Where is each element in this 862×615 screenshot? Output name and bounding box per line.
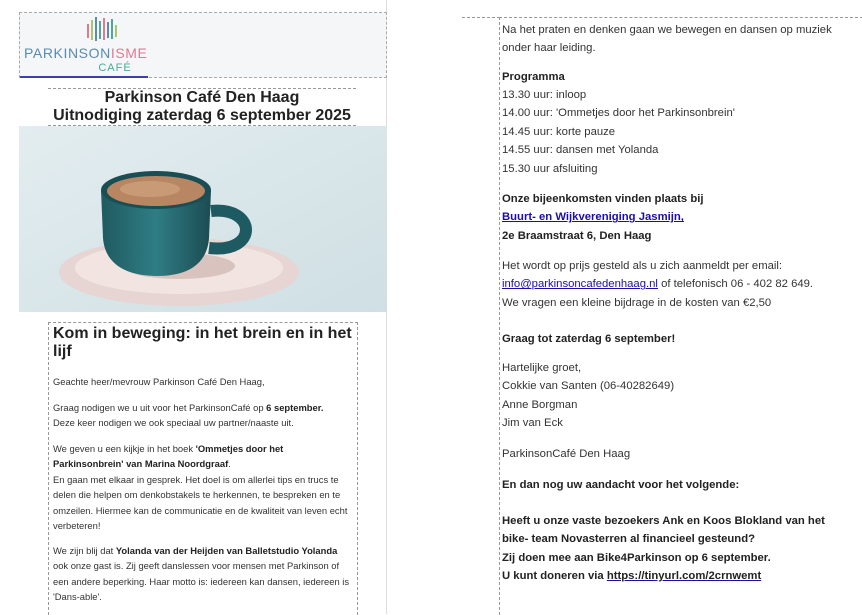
title-line-1: Parkinson Café Den Haag xyxy=(104,89,300,106)
schedule-item: 15.30 uur afsluiting xyxy=(502,162,598,175)
left-content xyxy=(48,322,358,615)
schedule-item: 13.30 uur: inloop xyxy=(502,89,587,101)
invitation-title xyxy=(48,88,356,126)
schedule-item: 14.00 uur: 'Ommetjes door het Parkinsonbrein' xyxy=(502,107,735,120)
schedule-item: 14.55 uur: dansen met Yolanda xyxy=(502,144,659,157)
signup-block: Het wordt op prijs gesteld als u zich aanmeldt per email: info@parkinsoncafedenhaag.nl of telefonisch 06 - 402 82 649. We vragen een kleine bijdrage in de kosten van €2,50 xyxy=(502,260,814,309)
right-top-rule xyxy=(462,17,500,18)
donate-link[interactable]: https://tinyurl.com/2crnwemt xyxy=(606,570,762,583)
schedule-list xyxy=(502,86,860,178)
logo-underline xyxy=(20,76,148,78)
location-link[interactable]: Buurt- en Wijkvereniging Jasmijn, xyxy=(502,211,684,224)
section-heading: Kom in beweging: in het brein en in het lijf xyxy=(53,325,352,360)
paragraph-book: We geven u een kijkje in het boek 'Ommetjes door het Parkinsonbrein' van Marina Noordgraaf. En gaan met elkaar in gesprek. Het doel is om allerlei tips en trucs te delen die helpen om denkobstakels te herkennen, te bespreken en te omzeilen. Hiermee kan de communicatie en de kwaliteit van leven echt verbeteren! xyxy=(53,443,348,532)
email-link[interactable]: info@parkinsoncafedenhaag.nl xyxy=(502,278,658,291)
logo-wordmark: PARKINSONISME xyxy=(24,45,148,61)
attention-line: En dan nog uw aandacht voor het volgende: xyxy=(502,479,740,491)
logo-icon xyxy=(86,16,120,44)
location-block: Onze bijeenkomsten vinden plaats bij Buurt- en Wijkvereniging Jasmijn, 2e Braamstraat 6, Den Haag xyxy=(502,193,704,242)
signature-block: Hartelijke groet, Cokkie van Santen (06-40282649) Anne Borgman Jim van Eck xyxy=(502,362,675,430)
org-name: ParkinsonCafé Den Haag xyxy=(502,448,631,460)
paragraph-invite: Graag nodigen we u uit voor het ParkinsonCafé op 6 september. Deze keer nodigen we ook speciaal uw partner/naaste uit. xyxy=(53,402,324,429)
programma-heading: Programma xyxy=(502,71,565,83)
logo-subtitle: CAFÉ xyxy=(98,62,132,74)
coffee-cup-image xyxy=(19,126,387,312)
greeting: Geachte heer/mevrouw Parkinson Café Den Haag, xyxy=(53,376,265,387)
paragraph-guest: We zijn blij dat Yolanda van der Heijden van Balletstudio Yolanda ook onze gast is. Zij geeft danslessen voor mensen met Parkinson of een andere beperking. Haar motto is: iedereen kan dansen, iedereen is 'Dans-able'. xyxy=(53,545,350,603)
closing-line: Graag tot zaterdag 6 september! xyxy=(502,333,676,345)
schedule-item: 14.45 uur: korte pauze xyxy=(502,125,616,138)
intro-text: Na het praten en denken gaan we bewegen en dansen op muziek onder haar leiding. xyxy=(502,24,832,55)
logo-header xyxy=(19,12,387,78)
title-line-2: Uitnodiging zaterdag 6 september 2025 xyxy=(53,107,351,124)
bike-block: Heeft u onze vaste bezoekers Ank en Koos Blokland van het bike- team Novasterren al financieel gesteund? Zij doen mee aan Bike4Parkinson op 6 september. U kunt doneren via https://tinyurl.com/2crnwemt xyxy=(502,515,825,583)
right-content xyxy=(499,17,862,615)
